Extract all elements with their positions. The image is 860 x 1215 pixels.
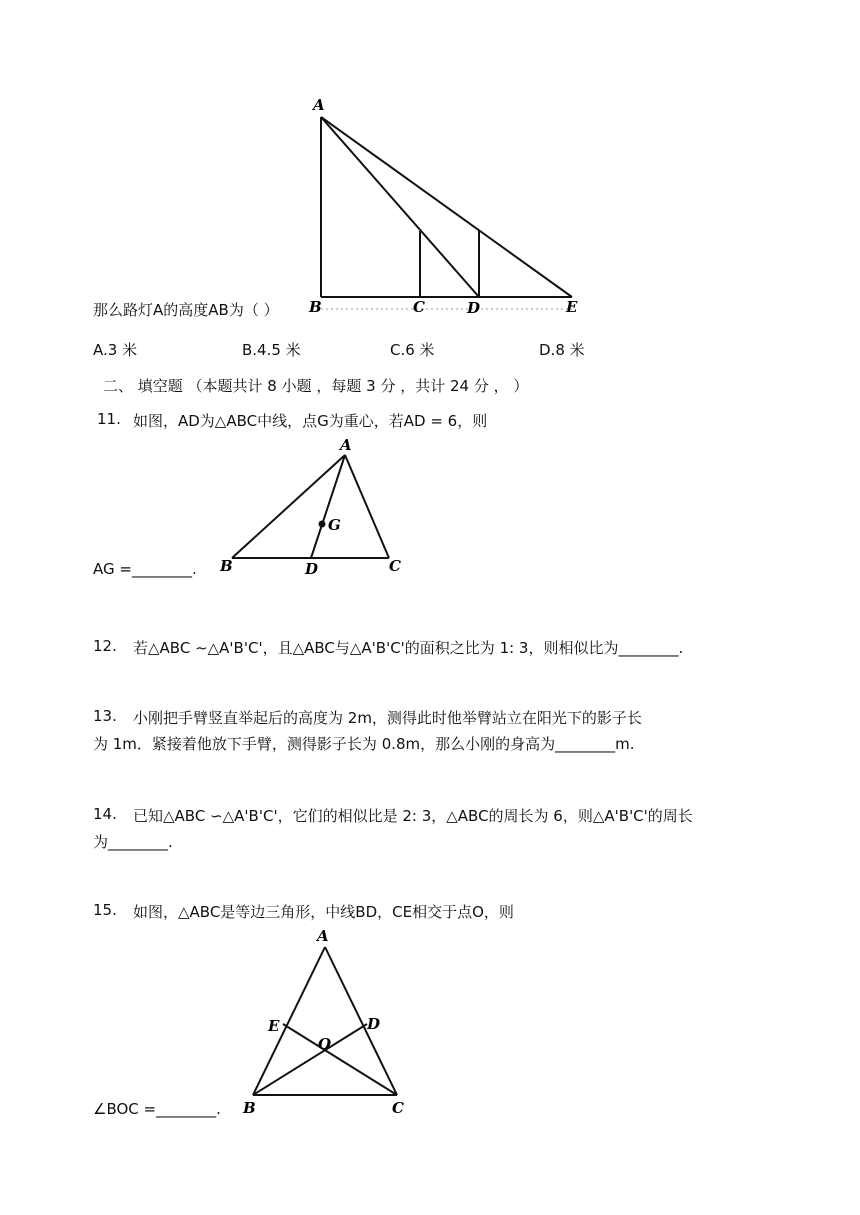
q14-line1: 已知△ABC ∽△A'B'C'，它们的相似比是 2: 3，△ABC的周长为 6，则△A'B'C'的周长 — [133, 807, 693, 825]
q15-answer: ∠BOC =________. — [93, 1100, 221, 1118]
label-e: E — [268, 1017, 280, 1035]
q10-option-d[interactable]: D.8 米 — [539, 341, 585, 359]
lamp-figure — [300, 95, 590, 320]
segment-ad — [321, 117, 479, 297]
section-title: 二、 填空题 （本题共计 8 小题 ，每题 3 分 ，共计 24 分 ， ） — [103, 377, 529, 395]
q11-stem: 如图，AD为△ABC中线，点G为重心，若AD = 6，则 — [133, 412, 488, 430]
label-c: C — [413, 298, 425, 316]
q13-line1: 小刚把手臂竖直举起后的高度为 2m，测得此时他举臂站立在阳光下的影子长 — [133, 709, 642, 727]
segment-ae — [321, 117, 572, 297]
q10-option-a[interactable]: A.3 米 — [93, 341, 138, 359]
q11-number: 11. — [97, 410, 121, 428]
label-a: A — [317, 927, 329, 945]
label-a: A — [313, 96, 325, 114]
q15-stem: 如图，△ABC是等边三角形，中线BD，CE相交于点O，则 — [133, 903, 514, 921]
label-a: A — [340, 436, 352, 454]
label-d: D — [305, 560, 319, 578]
centroid-point — [319, 521, 326, 528]
q12-text: 若△ABC ∼△A'B'C'，且△ABC与△A'B'C'的面积之比为 1: 3，则相似比为________. — [133, 639, 684, 657]
q13-number: 13. — [93, 707, 117, 725]
q14-line2: 为________. — [93, 833, 173, 851]
centroid-figure — [215, 435, 415, 580]
label-b: B — [243, 1099, 256, 1117]
q14-number: 14. — [93, 805, 117, 823]
label-c: C — [389, 557, 401, 575]
label-d: D — [467, 299, 481, 317]
label-e: E — [566, 298, 578, 316]
q10-option-c[interactable]: C.6 米 — [390, 341, 435, 359]
label-b: B — [309, 298, 322, 316]
label-c: C — [392, 1099, 404, 1117]
q15-number: 15. — [93, 901, 117, 919]
q13-line2: 为 1m．紧接着他放下手臂，测得影子长为 0.8m，那么小刚的身高为________m. — [93, 735, 635, 753]
q12-number: 12. — [93, 637, 117, 655]
label-g: G — [328, 516, 341, 534]
q11-answer: AG =________. — [93, 560, 197, 578]
equilateral-figure — [235, 925, 425, 1120]
label-d: D — [367, 1015, 381, 1033]
label-o: O — [318, 1035, 332, 1053]
label-b: B — [220, 557, 233, 575]
q10-option-b[interactable]: B.4.5 米 — [242, 341, 301, 359]
q10-stem: 那么路灯A的高度AB为（ ） — [93, 301, 279, 319]
side-ac — [345, 455, 389, 558]
